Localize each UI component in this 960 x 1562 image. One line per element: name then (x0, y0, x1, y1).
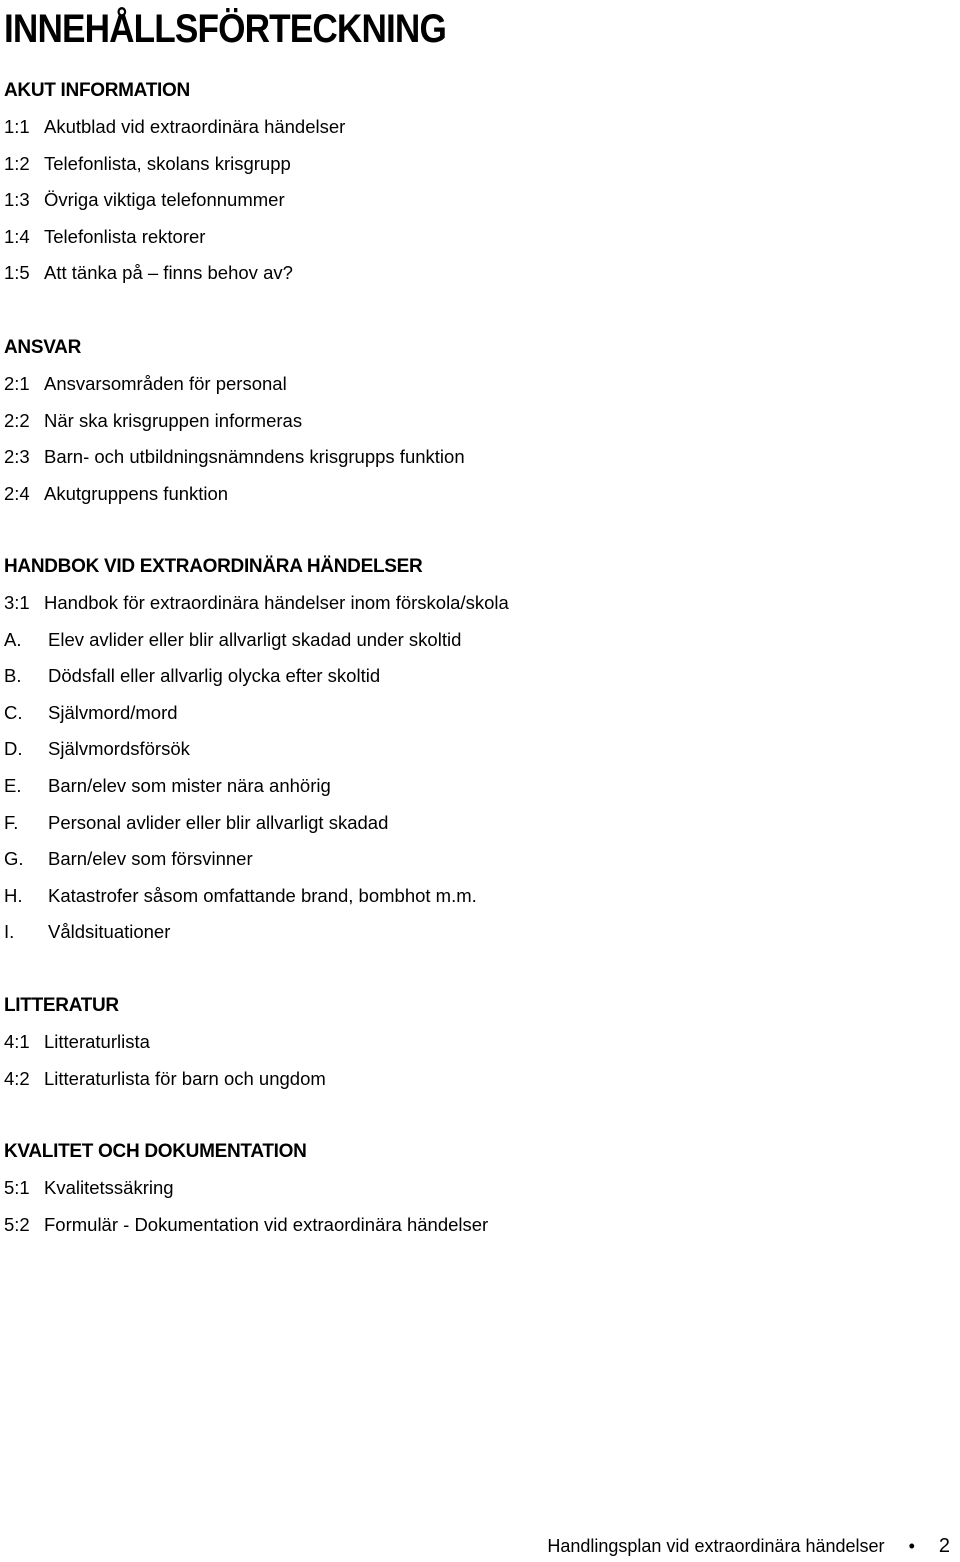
toc-text: När ska krisgruppen informeras (44, 409, 303, 431)
toc-letter: E. (4, 774, 22, 796)
section-heading: KVALITET OCH DOKUMENTATION (4, 1141, 307, 1162)
toc-subitem[interactable] (4, 841, 944, 878)
section-akut-information (4, 73, 944, 292)
toc-text: Handbok för extraordinära händelser inom förskola/skola (44, 592, 509, 613)
page-footer (547, 1530, 950, 1562)
toc-subitem[interactable] (4, 768, 944, 805)
toc-number: 2:4 (4, 482, 30, 504)
toc-number: 2:2 (4, 409, 30, 431)
toc-number: 1:2 (4, 152, 30, 174)
toc-number: 1:5 (4, 262, 30, 284)
page-number: 2 (938, 1535, 950, 1557)
toc-item[interactable] (4, 146, 944, 183)
toc-text: Barn/elev som mister nära anhörig (48, 774, 331, 796)
toc-text: Katastrofer såsom omfattande brand, bombhot m.m. (48, 884, 477, 906)
toc-number: 2:3 (4, 446, 30, 468)
section-kvalitet (4, 1134, 944, 1243)
toc-item[interactable] (4, 219, 944, 256)
toc-text: Akutblad vid extraordinära händelser (44, 116, 346, 137)
section-ansvar (4, 330, 944, 512)
toc-letter: C. (4, 701, 23, 723)
toc-item[interactable] (4, 366, 944, 403)
toc-number: 1:1 (4, 116, 30, 137)
toc-item[interactable] (4, 109, 944, 146)
toc-item[interactable] (4, 585, 944, 622)
toc-letter: D. (4, 738, 23, 760)
bullet-icon: • (908, 1536, 915, 1556)
toc-text: Självmord/mord (48, 701, 178, 723)
toc-text: Våldsituationer (48, 921, 171, 943)
toc-number: 4:1 (4, 1031, 30, 1052)
toc-text: Personal avlider eller blir allvarligt skadad (48, 811, 389, 833)
toc-letter: F. (4, 811, 19, 833)
toc-letter: I. (4, 921, 15, 943)
toc-text: Övriga viktiga telefonnummer (44, 189, 285, 211)
toc-number: 1:4 (4, 225, 30, 247)
toc-number: 5:1 (4, 1177, 30, 1198)
toc-item[interactable] (4, 439, 944, 476)
toc-number: 1:3 (4, 189, 30, 211)
toc-subitem[interactable] (4, 731, 944, 768)
toc-text: Dödsfall eller allvarlig olycka efter skoltid (48, 665, 381, 687)
section-heading: ANSVAR (4, 337, 82, 358)
toc-text: Barn/elev som försvinner (48, 848, 253, 870)
toc-letter: H. (4, 884, 23, 906)
toc-text: Att tänka på – finns behov av? (44, 262, 293, 284)
toc-letter: B. (4, 665, 22, 687)
toc-subitem[interactable] (4, 914, 944, 951)
toc-subitem[interactable] (4, 695, 944, 732)
page-title: INNEHÅLLSFÖRTECKNING (4, 7, 446, 51)
toc-text: Litteraturlista för barn och ungdom (44, 1067, 326, 1089)
toc-item[interactable] (4, 403, 944, 440)
section-heading: AKUT INFORMATION (4, 80, 190, 101)
toc-letter: A. (4, 628, 22, 650)
toc-subitem[interactable] (4, 658, 944, 695)
section-handbok (4, 549, 944, 951)
toc-item[interactable] (4, 1024, 944, 1061)
section-heading: HANDBOK VID EXTRAORDINÄRA HÄNDELSER (4, 556, 423, 577)
toc-text: Telefonlista rektorer (44, 225, 206, 247)
section-heading: LITTERATUR (4, 995, 119, 1016)
toc-item[interactable] (4, 476, 944, 513)
toc-text: Självmordsförsök (48, 738, 190, 760)
toc-subitem[interactable] (4, 805, 944, 842)
toc-item[interactable] (4, 182, 944, 219)
toc-text: Akutgruppens funktion (44, 482, 229, 504)
toc-subitem[interactable] (4, 878, 944, 915)
toc-text: Formulär - Dokumentation vid extraordinära händelser (44, 1213, 489, 1235)
toc-text: Ansvarsområden för personal (44, 373, 287, 394)
toc-number: 4:2 (4, 1067, 30, 1089)
toc-item[interactable] (4, 1061, 944, 1098)
footer-text: Handlingsplan vid extraordinära händelser (547, 1536, 885, 1556)
toc-number: 3:1 (4, 592, 30, 613)
toc-text: Telefonlista, skolans krisgrupp (44, 152, 291, 174)
toc-item[interactable] (4, 1207, 944, 1244)
section-litteratur (4, 988, 944, 1097)
toc-letter: G. (4, 848, 24, 870)
toc-item[interactable] (4, 255, 944, 292)
toc-item[interactable] (4, 1170, 944, 1207)
toc-subitem[interactable] (4, 622, 944, 659)
toc-text: Elev avlider eller blir allvarligt skadad under skoltid (48, 628, 462, 650)
toc-text: Kvalitetssäkring (44, 1177, 174, 1198)
toc-number: 2:1 (4, 373, 30, 394)
toc-number: 5:2 (4, 1213, 30, 1235)
toc-text: Litteraturlista (44, 1031, 150, 1052)
toc-text: Barn- och utbildningsnämndens krisgrupps funktion (44, 446, 465, 468)
